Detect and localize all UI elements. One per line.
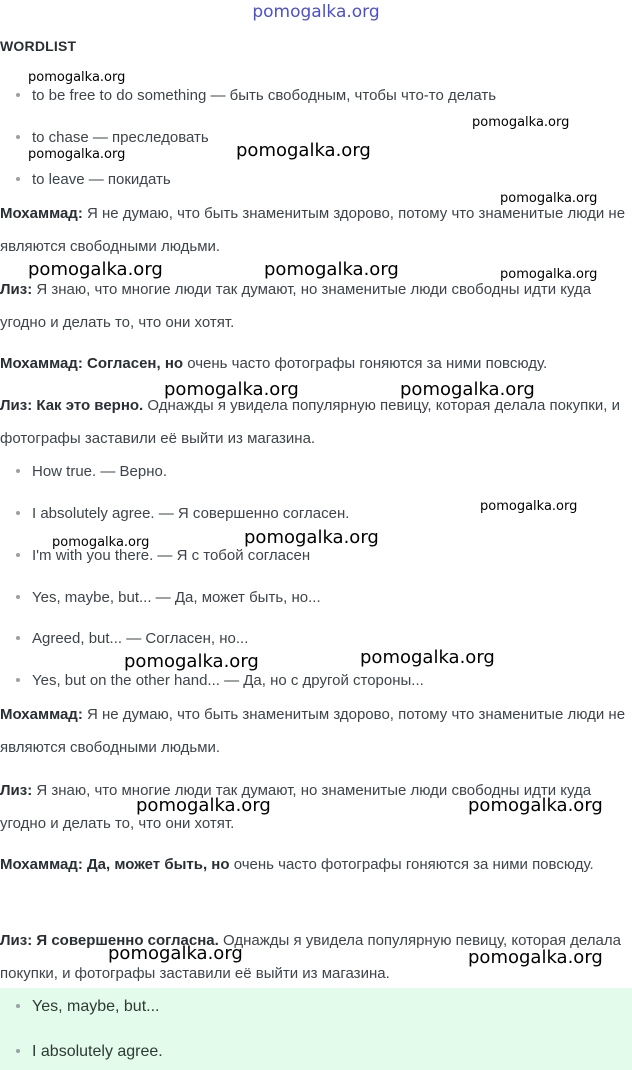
dialogue1-line-3: Мохаммад: Согласен, но очень часто фотографы гоняются за ними повсюду. xyxy=(0,355,548,372)
dialogue-text: Однажды я увидела популярную певицу, которая делала покупки, и фотографы заставили её выйти из магазина. xyxy=(0,397,620,447)
watermark: pomogalka.org xyxy=(28,259,163,280)
watermark: pomogalka.org xyxy=(472,115,570,130)
wordlist-item-text: to chase — преследовать xyxy=(32,129,209,146)
speaker-name: Мохаммад xyxy=(0,355,78,372)
speaker-name: Лиз xyxy=(0,782,28,799)
bullet-icon xyxy=(16,636,20,640)
watermark: pomogalka.org xyxy=(28,147,126,162)
dialogue2-line-2: Лиз: Я знаю, что многие люди так думают, но знаменитые люди свободны идти куда угодно и делать то, что они хотят. xyxy=(0,782,592,832)
phrase-text: Agreed, but... — Согласен, но... xyxy=(32,630,249,647)
watermark: pomogalka.org xyxy=(500,267,598,282)
bullet-icon xyxy=(16,553,20,557)
bullet-icon xyxy=(16,595,20,599)
top-watermark: pomogalka.org xyxy=(252,2,380,22)
bullet-icon xyxy=(16,678,20,682)
bullet-icon xyxy=(16,177,20,181)
phrase-item xyxy=(16,589,321,606)
watermark: pomogalka.org xyxy=(108,943,243,964)
watermark: pomogalka.org xyxy=(360,647,495,668)
bullet-icon xyxy=(16,1004,20,1008)
phrase-text: Yes, maybe, but... — Да, может быть, но... xyxy=(32,589,321,606)
watermark: pomogalka.org xyxy=(244,527,379,548)
bullet-icon xyxy=(16,135,20,139)
dialogue2-line-1: Мохаммад: Я не думаю, что быть знаменитым здорово, потому что знаменитые люди не являются свободными людьми. xyxy=(0,706,626,756)
phrase-text: Yes, but on the other hand... — Да, но с другой стороны... xyxy=(32,672,424,689)
dialogue-text: очень часто фотографы гоняются за ними повсюду. xyxy=(187,355,548,372)
wordlist-item-text: to leave — покидать xyxy=(32,171,171,188)
dialogue1-line-1: Мохаммад: Я не думаю, что быть знаменитым здорово, потому что знаменитые люди не являются свободными людьми. xyxy=(0,205,626,255)
watermark: pomogalka.org xyxy=(500,191,598,206)
dialogue1-line-2: Лиз: Я знаю, что многие люди так думают, но знаменитые люди свободны идти куда угодно и делать то, что они хотят. xyxy=(0,281,592,331)
speaker-name: Лиз xyxy=(0,932,28,949)
wordlist-item xyxy=(16,87,496,104)
watermark: pomogalka.org xyxy=(28,70,126,85)
dialogue-text: Я не думаю, что быть знаменитым здорово, потому что знаменитые люди не являются свободными людьми. xyxy=(0,706,626,756)
phrase-item xyxy=(16,672,424,689)
phrase-item xyxy=(16,630,248,647)
phrase-text: How true. — Верно. xyxy=(32,463,168,480)
watermark: pomogalka.org xyxy=(124,651,259,672)
watermark: pomogalka.org xyxy=(468,795,603,816)
watermark: pomogalka.org xyxy=(480,499,578,514)
wordlist-item xyxy=(16,171,171,188)
watermark: pomogalka.org xyxy=(52,535,150,550)
dialogue-text: Я знаю, что многие люди так думают, но знаменитые люди свободны идти куда угодно и делать то, что они хотят. xyxy=(0,281,592,331)
speaker-name: Лиз xyxy=(0,281,28,298)
dialogue-bold-phrase: Да, может быть, но xyxy=(87,856,230,873)
speaker-name: Мохаммад xyxy=(0,706,78,723)
answer-item xyxy=(16,1043,163,1061)
dialogue-bold-phrase: Согласен, но xyxy=(87,355,184,372)
watermark: pomogalka.org xyxy=(468,947,603,968)
dialogue-text: очень часто фотографы гоняются за ними повсюду. xyxy=(233,856,594,873)
watermark: pomogalka.org xyxy=(236,140,371,161)
answer-text: Yes, maybe, but... xyxy=(32,998,160,1015)
watermark: pomogalka.org xyxy=(164,379,299,400)
phrase-text: I absolutely agree. — Я совершенно согласен. xyxy=(32,505,350,522)
speaker-name: Лиз xyxy=(0,397,28,414)
dialogue-bold-phrase: Я совершенно согласна. xyxy=(36,932,219,949)
speaker-name: Мохаммад xyxy=(0,856,78,873)
dialogue2-line-4: Лиз: Я совершенно согласна. Однажды я увидела популярную певицу, которая делала покупки, и фотографы заставили её выйти из магазина. xyxy=(0,932,621,982)
dialogue-text: Однажды я увидела популярную певицу, которая делала покупки, и фотографы заставили её выйти из магазина. xyxy=(0,932,621,982)
phrase-text: I'm with you there. — Я с тобой согласен xyxy=(32,547,311,564)
bullet-icon xyxy=(16,93,20,97)
answer-item xyxy=(16,998,159,1016)
wordlist-heading: WORDLIST xyxy=(0,38,77,54)
wordlist-item xyxy=(16,129,209,146)
dialogue-text: Я знаю, что многие люди так думают, но знаменитые люди свободны идти куда угодно и делать то, что они хотят. xyxy=(0,782,592,832)
dialogue-text: Я не думаю, что быть знаменитым здорово, потому что знаменитые люди не являются свободными людьми. xyxy=(0,205,626,255)
speaker-name: Мохаммад xyxy=(0,205,78,222)
watermark: pomogalka.org xyxy=(136,795,271,816)
answer-text: I absolutely agree. xyxy=(32,1043,163,1060)
watermark: pomogalka.org xyxy=(400,379,535,400)
watermark: pomogalka.org xyxy=(264,259,399,280)
phrase-item xyxy=(16,463,167,480)
dialogue2-line-3: Мохаммад: Да, может быть, но очень часто фотографы гоняются за ними повсюду. xyxy=(0,856,594,873)
bullet-icon xyxy=(16,1049,20,1053)
wordlist-item-text: to be free to do something — быть свободным, чтобы что-то делать xyxy=(32,87,497,104)
bullet-icon xyxy=(16,469,20,473)
phrase-item xyxy=(16,505,349,522)
answer-box xyxy=(0,988,632,1070)
dialogue1-line-4: Лиз: Как это верно. Однажды я увидела популярную певицу, которая делала покупки, и фотографы заставили её выйти из магазина. xyxy=(0,397,620,447)
dialogue-bold-phrase: Как это верно. xyxy=(36,397,144,414)
bullet-icon xyxy=(16,511,20,515)
